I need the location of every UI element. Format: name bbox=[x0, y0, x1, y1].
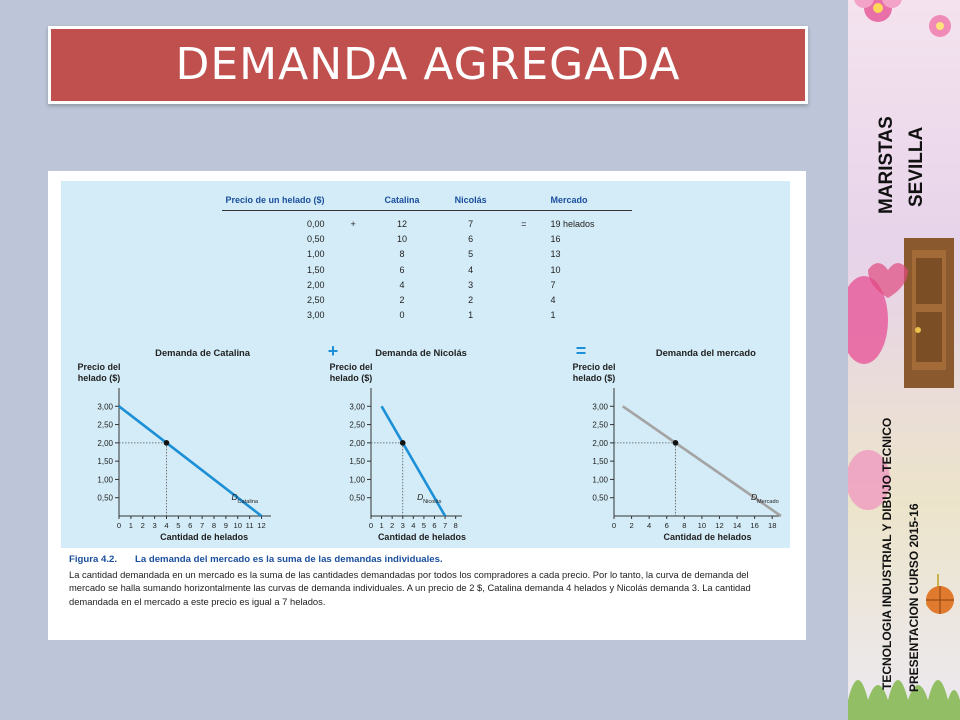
cell-price: 2,00 bbox=[307, 279, 325, 290]
cell-operator-plus bbox=[339, 262, 368, 277]
y-tick-label: 3,00 bbox=[592, 402, 608, 412]
highlight-point bbox=[673, 440, 679, 446]
caption-body: La cantidad demandada en un mercado es la suma de las cantidades demandadas por todos los compradores a cada precio. Por lo tanto, la curva de demanda del mercado se halla sumando horizontalmente las curvas de demanda individuales. A un precio de 2 $, Catalina demanda 4 helados y Nicolás demanda 3. La cantidad demandada en el mercado a este precio es igual a 7 helados. bbox=[69, 569, 751, 607]
y-tick-label: 2,00 bbox=[349, 438, 365, 448]
column-header-nicolas: Nicolás bbox=[436, 190, 505, 211]
x-tick-label: 8 bbox=[211, 521, 217, 530]
cell-catalina: 8 bbox=[399, 249, 405, 260]
column-header-mercado: Mercado bbox=[542, 190, 632, 211]
operator-symbol: = bbox=[575, 341, 587, 361]
cell-operator-equals bbox=[505, 308, 542, 323]
school-name-line1: MARISTAS bbox=[876, 116, 897, 214]
table-row bbox=[222, 277, 632, 292]
x-tick-label: 12 bbox=[715, 521, 724, 530]
caption-title: La demanda del mercado es la suma de las demandas individuales. bbox=[134, 554, 443, 565]
curve-label-subscript: Nicolás bbox=[423, 499, 442, 505]
x-tick-label: 10 bbox=[697, 521, 707, 530]
cell-operator-plus bbox=[339, 292, 368, 307]
figure-number: Figura 4.2. bbox=[69, 554, 117, 565]
decorative-sidebar bbox=[848, 0, 960, 720]
cell-mercado: 10 bbox=[550, 264, 561, 275]
table-row bbox=[222, 247, 632, 262]
cell-nicolas: 5 bbox=[468, 249, 474, 260]
x-axis-label: Cantidad de helados bbox=[377, 532, 466, 542]
y-tick-label: 1,00 bbox=[592, 475, 608, 485]
curve-label: D bbox=[751, 492, 758, 502]
demand-table bbox=[222, 190, 632, 323]
y-axis-label: helado ($) bbox=[77, 373, 121, 383]
highlight-point bbox=[400, 440, 406, 446]
cell-catalina: 4 bbox=[399, 279, 405, 290]
operator-symbol: + bbox=[327, 341, 339, 361]
y-tick-label: 2,50 bbox=[97, 420, 113, 430]
x-tick-label: 6 bbox=[432, 521, 437, 530]
x-tick-label: 0 bbox=[368, 521, 374, 530]
x-tick-label: 2 bbox=[390, 521, 395, 530]
chart-title: Demanda del mercado bbox=[655, 347, 756, 358]
column-header-price: Precio de un helado ($) bbox=[222, 190, 339, 211]
sidebar-decoration bbox=[848, 0, 960, 720]
x-tick-label: 3 bbox=[400, 521, 405, 530]
x-tick-label: 6 bbox=[188, 521, 193, 530]
y-tick-label: 1,00 bbox=[97, 475, 113, 485]
cell-operator-equals bbox=[505, 231, 542, 246]
y-axis-label: helado ($) bbox=[329, 373, 373, 383]
flower-icon bbox=[929, 15, 951, 37]
x-tick-label: 5 bbox=[176, 521, 181, 530]
x-tick-label: 12 bbox=[257, 521, 266, 530]
curve-label-subscript: Catalina bbox=[237, 499, 259, 505]
cell-mercado: 19 helados bbox=[550, 218, 595, 229]
cell-mercado: 4 bbox=[550, 295, 556, 306]
y-tick-label: 2,50 bbox=[592, 420, 608, 430]
cell-catalina: 6 bbox=[399, 264, 405, 275]
caption-heading bbox=[69, 554, 782, 565]
x-tick-label: 7 bbox=[442, 521, 448, 530]
x-tick-label: 9 bbox=[223, 521, 228, 530]
y-axis-label: Precio del bbox=[572, 362, 616, 372]
cell-nicolas: 6 bbox=[468, 233, 474, 244]
cell-price: 1,50 bbox=[307, 264, 325, 275]
slide-title: DEMANDA AGREGADA bbox=[175, 39, 681, 90]
x-axis-label: Cantidad de helados bbox=[663, 532, 752, 542]
cell-price: 3,00 bbox=[307, 310, 325, 321]
y-tick-label: 3,00 bbox=[97, 402, 113, 412]
cell-operator-plus bbox=[339, 247, 368, 262]
cell-mercado: 1 bbox=[550, 310, 556, 321]
x-tick-label: 18 bbox=[767, 521, 777, 530]
x-tick-label: 6 bbox=[664, 521, 669, 530]
cell-operator-plus bbox=[339, 277, 368, 292]
table-row bbox=[222, 231, 632, 246]
x-tick-label: 11 bbox=[245, 521, 254, 530]
x-tick-label: 7 bbox=[200, 521, 205, 530]
figure-caption bbox=[61, 548, 790, 627]
cell-catalina: 10 bbox=[397, 233, 408, 244]
x-tick-label: 1 bbox=[379, 521, 384, 530]
door-icon bbox=[904, 238, 954, 388]
chart-title: Demanda de Nicolás bbox=[375, 347, 467, 358]
y-axis-label: Precio del bbox=[77, 362, 121, 372]
ball-icon bbox=[926, 586, 954, 614]
x-tick-label: 4 bbox=[164, 521, 169, 530]
cell-price: 0,50 bbox=[307, 233, 325, 244]
x-tick-label: 0 bbox=[611, 521, 617, 530]
demand-schedule-table bbox=[222, 190, 632, 323]
y-tick-label: 3,00 bbox=[349, 402, 365, 412]
cell-catalina: 2 bbox=[399, 295, 405, 306]
title-banner bbox=[48, 26, 808, 104]
curve-label-subscript: Mercado bbox=[757, 499, 779, 505]
y-tick-label: 1,50 bbox=[97, 457, 113, 467]
cell-price: 2,50 bbox=[307, 295, 325, 306]
y-tick-label: 1,50 bbox=[349, 457, 365, 467]
y-axis-label: helado ($) bbox=[572, 373, 616, 383]
cell-price: 0,00 bbox=[307, 218, 325, 229]
column-header-catalina: Catalina bbox=[368, 190, 437, 211]
curve-label: D bbox=[231, 492, 238, 502]
x-tick-label: 8 bbox=[453, 521, 458, 530]
table-row bbox=[222, 211, 632, 232]
cell-operator-equals bbox=[505, 292, 542, 307]
curve-label: D bbox=[417, 492, 424, 502]
cell-mercado: 7 bbox=[550, 279, 556, 290]
cell-operator-equals bbox=[505, 277, 542, 292]
y-tick-label: 1,50 bbox=[592, 457, 608, 467]
y-tick-label: 1,00 bbox=[349, 475, 365, 485]
x-tick-label: 4 bbox=[411, 521, 416, 530]
y-tick-label: 0,50 bbox=[592, 493, 608, 503]
table-row bbox=[222, 308, 632, 323]
cell-mercado: 13 bbox=[550, 249, 561, 260]
cell-operator-equals bbox=[505, 247, 542, 262]
cell-operator-plus bbox=[339, 231, 368, 246]
x-tick-label: 10 bbox=[233, 521, 242, 530]
cell-price: 1,00 bbox=[307, 249, 325, 260]
cell-catalina: 0 bbox=[399, 310, 405, 321]
x-tick-label: 8 bbox=[682, 521, 687, 530]
y-tick-label: 0,50 bbox=[349, 493, 365, 503]
school-name-line2: SEVILLA bbox=[906, 126, 927, 207]
course-year-text: PRESENTACION CURSO 2015-16 bbox=[907, 503, 921, 692]
x-tick-label: 4 bbox=[647, 521, 652, 530]
x-tick-label: 1 bbox=[128, 521, 133, 530]
x-tick-label: 2 bbox=[140, 521, 145, 530]
table-row bbox=[222, 292, 632, 307]
cell-operator-plus: + bbox=[350, 218, 356, 229]
y-axis-label: Precio del bbox=[329, 362, 373, 372]
x-axis-label: Cantidad de helados bbox=[160, 532, 249, 542]
y-tick-label: 2,50 bbox=[349, 420, 365, 430]
cell-nicolas: 2 bbox=[468, 295, 474, 306]
cell-nicolas: 4 bbox=[468, 264, 474, 275]
cell-nicolas: 3 bbox=[468, 279, 474, 290]
x-tick-label: 5 bbox=[421, 521, 427, 530]
table-body bbox=[222, 211, 632, 324]
cell-nicolas: 1 bbox=[468, 310, 474, 321]
y-tick-label: 0,50 bbox=[97, 493, 113, 503]
table-row bbox=[222, 262, 632, 277]
x-tick-label: 14 bbox=[732, 521, 742, 530]
y-tick-label: 2,00 bbox=[592, 438, 608, 448]
cell-catalina: 12 bbox=[397, 218, 408, 229]
x-tick-label: 0 bbox=[116, 521, 122, 530]
highlight-point bbox=[164, 440, 170, 446]
cell-operator-equals: = bbox=[521, 218, 527, 229]
x-tick-label: 2 bbox=[629, 521, 634, 530]
cell-mercado: 16 bbox=[550, 233, 561, 244]
cell-nicolas: 7 bbox=[468, 218, 474, 229]
y-tick-label: 2,00 bbox=[97, 438, 113, 448]
chart-title: Demanda de Catalina bbox=[155, 347, 251, 358]
x-tick-label: 3 bbox=[152, 521, 157, 530]
cell-operator-equals bbox=[505, 262, 542, 277]
flower-icon bbox=[854, 0, 902, 22]
demand-charts bbox=[61, 335, 790, 547]
grass-icon bbox=[848, 680, 960, 720]
cell-operator-plus bbox=[339, 308, 368, 323]
course-subject-text: TECNOLOGIA INDUSTRIAL Y DIBUJO TECNICO bbox=[880, 417, 894, 690]
table-header-row bbox=[222, 190, 632, 211]
x-tick-label: 16 bbox=[750, 521, 759, 530]
